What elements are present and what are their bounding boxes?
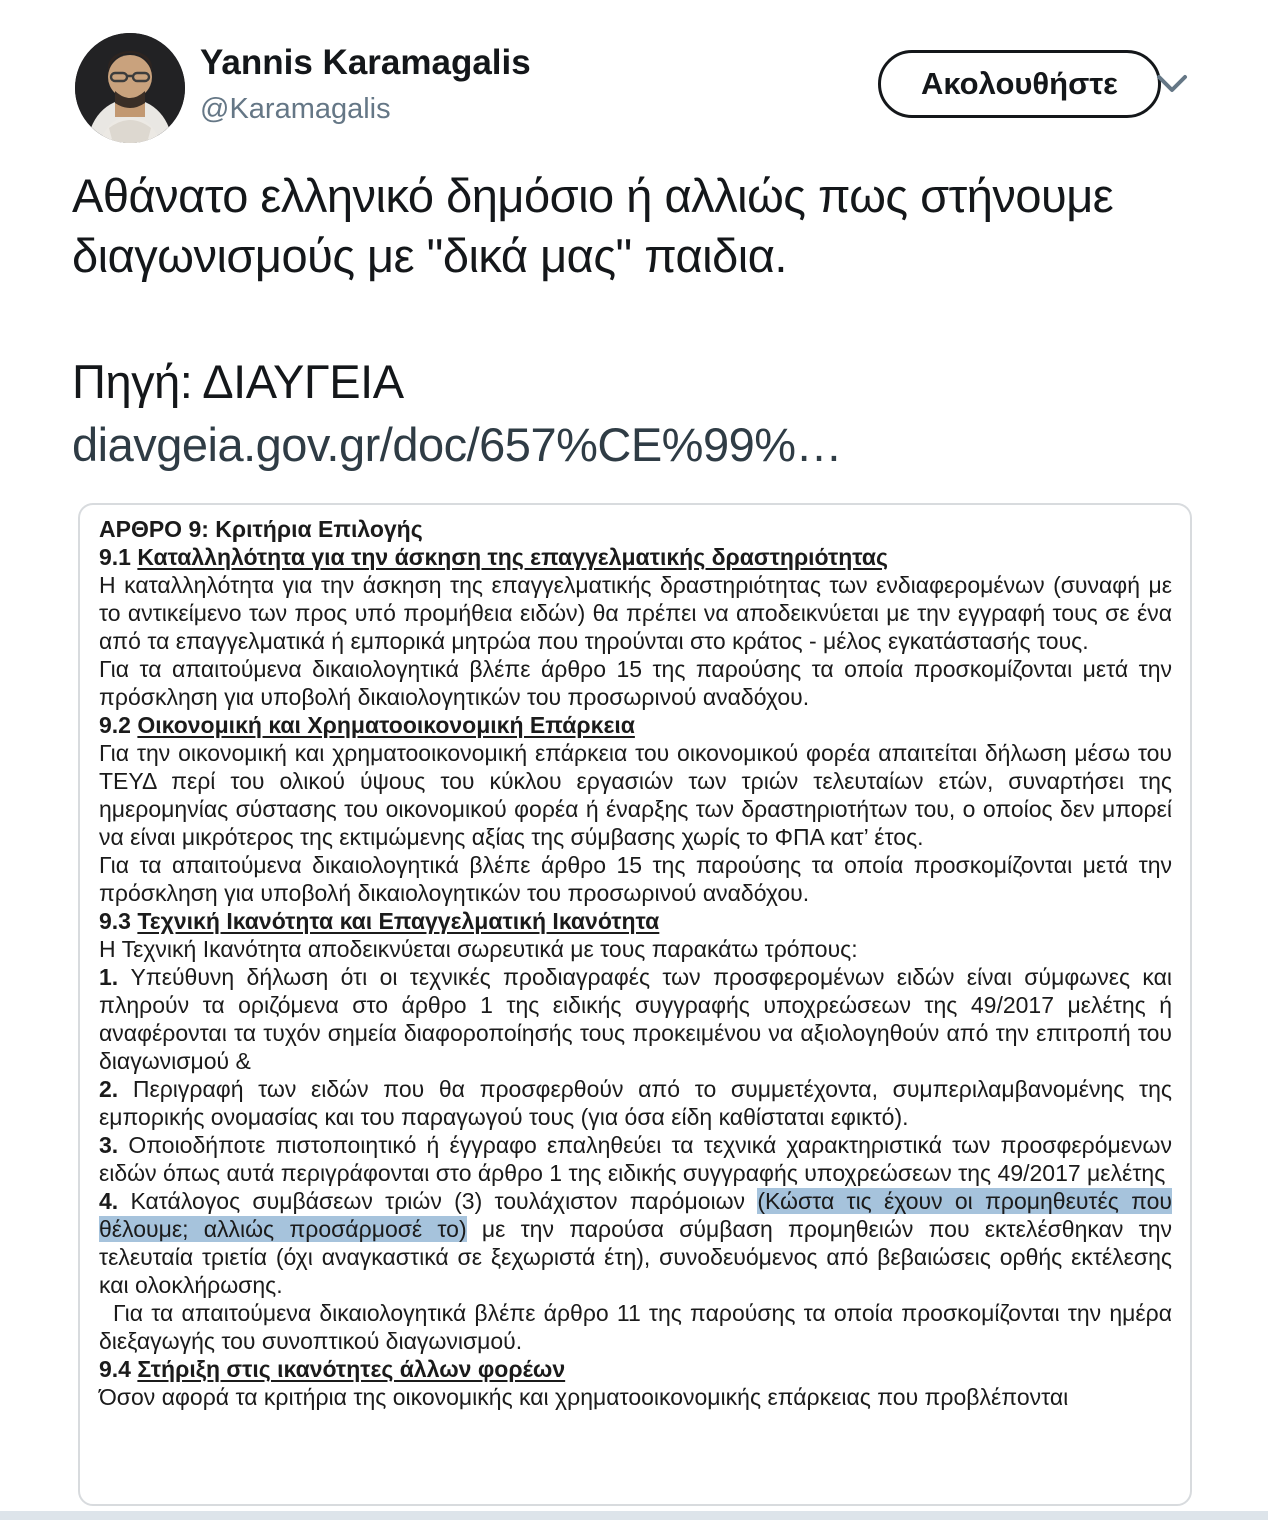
profile-photo: [75, 33, 185, 143]
doc-para: Η καταλληλότητα για την άσκηση της επαγγελματικής δραστηριότητας των ενδιαφερομένων (συναφή με το αντικείμενο των προς υπό προμήθεια ειδών) θα πρέπει να αποδεικνύεται με την εγγραφή τους σε ένα από τα επαγγελματικά ή εμπορικά μητρώα που τηρούνται στο κράτος - μέλος εγκατάστασής τους.: [99, 572, 1172, 654]
tweet-source: [72, 350, 1207, 476]
doc-para: Για τα απαιτούμενα δικαιολογητικά βλέπε άρθρο 11 της παρούσης τα οποία προσκομίζονται την ημέρα διεξαγωγής του συνοπτικού διαγωνισμού.: [99, 1300, 1172, 1354]
source-label: Πηγή: ΔΙΑΥΓΕΙΑ: [72, 355, 404, 408]
doc-para: Για την οικονομική και χρηματοοικονομική επάρκεια του οικονομικού φορέα απαιτείται δήλωση μέσω του ΤΕΥΔ περί του ολικού ύψους του κύκλου εργασιών των τριών τελευταίων ετών, συναρτήσει της ημερομηνίας σύστασης του οικονομικού φορέα ή έναρξης των δραστηριοτήτων του, ο οποίος δεν μπορεί να είναι μικρότερος της εκτιμώμενης αξίας της σύμβασης χωρίς το ΦΠΑ κατ’ έτος.: [99, 740, 1172, 850]
doc-para: Όσον αφορά τα κριτήρια της οικονομικής και χρηματοοικονομικής επάρκειας που προβλέπονται: [99, 1384, 1069, 1410]
doc-section-9-3: 9.3 Τεχνική Ικανότητα και Επαγγελματική Ικανότητα: [99, 908, 660, 934]
document-body: [99, 515, 1172, 1411]
chevron-down-icon[interactable]: [1148, 60, 1196, 108]
doc-item-2: 2. Περιγραφή των ειδών που θα προσφερθούν από το συμμετέχοντα, συμπεριλαμβανομένης της εμπορικής ονομασίας και του παραγωγού τους (για όσα είδη καθίσταται εφικτό).: [99, 1076, 1172, 1130]
highlighted-text: (Κώστα τις έχουν οι προμηθευτές που θέλουμε; αλλιώς προσάρμοσέ το): [99, 1188, 1172, 1242]
author-handle[interactable]: @Karamagalis: [200, 93, 391, 125]
follow-button[interactable]: Ακολουθήστε: [878, 50, 1161, 118]
doc-section-9-2: 9.2 Οικονομική και Χρηματοοικονομική Επάρκεια: [99, 712, 635, 738]
author-name[interactable]: Yannis Karamagalis: [200, 43, 531, 82]
doc-section-9-1: 9.1 Καταλληλότητα για την άσκηση της επαγγελματικής δραστηριότητας: [99, 544, 889, 570]
doc-item-4: 4. Κατάλογος συμβάσεων τριών (3) τουλάχιστον παρόμοιων (Κώστα τις έχουν οι προμηθευτές που θέλουμε; αλλιώς προσάρμοσέ το) με την παρούσα σύμβαση προμηθειών που εκτελέσθηκαν την τελευταία τριετία (όχι αναγκαστικά σε ξεχωριστά έτη), συνοδευόμενος από βεβαιώσεις ορθής εκτέλεσης και ολοκλήρωσης.: [99, 1188, 1172, 1298]
doc-para: Για τα απαιτούμενα δικαιολογητικά βλέπε άρθρο 15 της παρούσης τα οποία προσκομίζονται μετά την πρόσκληση για υποβολή δικαιολογητικών του προσωρινού αναδόχου.: [99, 852, 1172, 906]
tweet-text: Αθάνατο ελληνικό δημόσιο ή αλλιώς πως στήνουμε διαγωνισμούς με "δικά μας" παιδια.: [72, 169, 1114, 282]
doc-item-1: 1. Υπεύθυνη δήλωση ότι οι τεχνικές προδιαγραφές των προσφερομένων ειδών είναι σύμφωνες και πληρούν τα οριζόμενα στο άρθρο 1 της ειδικής συγγραφής υποχρεώσεων της 49/2017 μελέτης ή αναφέρονται τα τυχόν σημεία διαφοροποίησής τους προκειμένου να αξιολογηθούν από την επιτροπή του διαγωνισμού &: [99, 964, 1172, 1074]
doc-item-3: 3. Οποιοδήποτε πιστοποιητικό ή έγγραφο επαληθεύει τα τεχνικά χαρακτηριστικά των προσφερόμενων ειδών όπως αυτά περιγράφονται στο άρθρο 1 της ειδικής συγγραφής υποχρεώσεων της 49/2017 μελέτης: [99, 1132, 1172, 1186]
doc-para: Η Τεχνική Ικανότητα αποδεικνύεται σωρευτικά με τους παρακάτω τρόπους:: [99, 936, 858, 962]
avatar[interactable]: [75, 33, 185, 143]
doc-para: Για τα απαιτούμενα δικαιολογητικά βλέπε άρθρο 15 της παρούσης τα οποία προσκομίζονται μετά την πρόσκληση για υποβολή δικαιολογητικών του προσωρινού αναδόχου.: [99, 656, 1172, 710]
embedded-document-image[interactable]: [78, 503, 1192, 1506]
doc-article-heading: ΑΡΘΡΟ 9: Κριτήρια Επιλογής: [99, 516, 423, 542]
doc-section-9-4: 9.4 Στήριξη στις ικανότητες άλλων φορέων: [99, 1356, 566, 1382]
bottom-divider: [0, 1511, 1268, 1520]
source-link[interactable]: diavgeia.gov.gr/doc/657%CE%99%…: [72, 418, 843, 471]
